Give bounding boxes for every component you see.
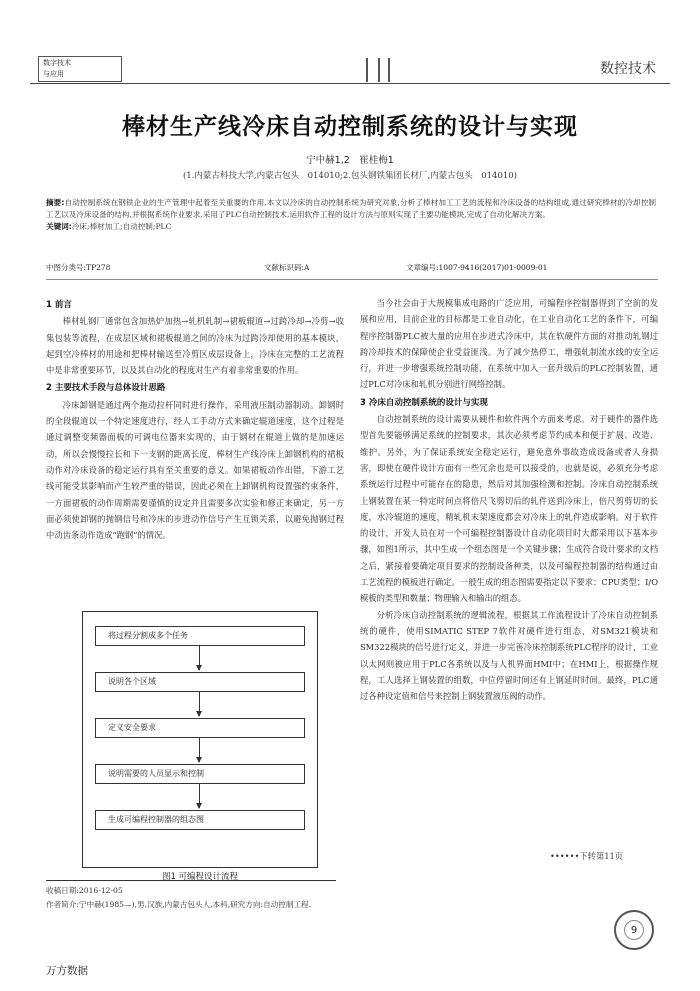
section-1-paragraph: 棒材轧钢厂通常包含加热炉加热→轧机轧制→裙板辊道→过跨冷却→冷剪→收集包装等流程，在成层区域和裙板辊道之间的冷床为过跨冷却使用的基本模块，起到空冷棒材的用途和把棒材输送至冷剪区成层设备上，冷床在完整的工艺流程中是非常重要环节，以及其自动化的程度对生产有着非常重要的作用。 <box>46 316 344 376</box>
logo-line-2: 与应用 <box>43 70 64 78</box>
flow-step-3: 定义安全要求 <box>95 718 305 738</box>
section-name: 数控技术 <box>600 61 656 77</box>
keywords-label: 关键词: <box>46 222 72 231</box>
article-number: 文章编号:1007-9416(2017)01-0009-01 <box>406 263 548 272</box>
divider <box>46 279 658 280</box>
section-2-heading: 2 主要技术手段与总体设计思路 <box>46 383 166 394</box>
logo-line-1: 数字技术 <box>43 59 71 67</box>
flowchart <box>82 611 318 868</box>
abstract-block <box>46 197 656 233</box>
article-title: 棒材生产线冷床自动控制系统的设计与实现 <box>122 113 578 140</box>
flow-step-4: 说明需要的人员显示和控制 <box>95 764 305 784</box>
page-header <box>30 52 670 84</box>
journal-logo <box>38 56 122 82</box>
clc-number: 中图分类号:TP278 <box>46 263 111 272</box>
section-3-paragraph-2: 分析冷床自动控制系统的逻辑流程，根据其工作流程设计了冷床自动控制系统的硬件，使用SIMATIC STEP 7软件对硬件进行组态，对SM321模块和SM322模块的信号进行定义，并进一步完善冷床控制系统PLC程序的设计，工业以太网则被应用于PLC各系统以及与人机界面HMI中；在HMI上，根据操作规程，工人选择上钢装置的组数，中位停留时间还有上钢延时时间。最终，PLC通过各种设定值和信号来控制上钢装置液压阀的动作。 <box>360 609 658 702</box>
page-number: 9 <box>624 920 644 940</box>
author-bio: 作者简介:宁中赫(1985—),男,汉族,内蒙古包头人,本科,研究方向:自动控制工程. <box>46 900 312 909</box>
flow-arrow <box>199 784 200 808</box>
flow-arrow <box>199 692 200 716</box>
right-intro-paragraph: 当今社会由于大规模集成电路的广泛应用，可编程序控制器得到了空前的发展和应用，目前企业的目标都是工业自动化，在工业自动化工艺的条件下，可编程序控制器PLC被大量的应用在步进式冷床中，其在软硬件方面的对推动轧钢过跨冷却技术的保障使企业受益匪浅。为了减少热停工，增强轧制流水线的安全运行，并进一步增强系统控制功能，在系统中加入一套升级后的PLC控制装置，通过PLC对冷床和轧机分别进行网络控制。 <box>360 298 658 390</box>
flow-arrow <box>199 738 200 762</box>
section-2-paragraph: 冷床卸钢是通过两个拖动拉杆同时进行操作，采用液压制动器制动。卸钢时的全段辊道以一个特定速度进行，经人工手动方式来确定辊道速度，这个过程是通过调整变频器面板的可调电位器来实现的，由于钢材在辊道上做的是加速运动，所以会慢慢拉长和下一支钢的距离长度，棒材生产线冷床上卸钢机构的裙板动作对冷床设备的稳定运行具有至关重要的意义。如果裙板动作出错，下游工艺线可能受其影响而产生较严重的错误，因此必须在上卸钢机构设置强约束条件，一方面裙板的动作周期需要谨慎的设定并且需要多次实验和修正来确定，另一方面必须使卸钢的抛钢信号和冷床的步进动作信号产生互锁关系，以避免抛钢过程中动齿条动作造成“跑钢”的情况。 <box>46 399 344 541</box>
section-3-heading: 3 冷床自动控制系统的设计与实现 <box>360 397 488 408</box>
abstract-label: 摘要: <box>46 198 65 207</box>
figure-caption: 图1 可编程设计流程 <box>161 872 239 882</box>
header-divider-bars <box>366 58 392 82</box>
flow-step-2: 说明各个区域 <box>95 672 305 692</box>
continued-note: ••••••下转第11页 <box>550 851 624 861</box>
watermark: 万方数据 <box>46 965 88 977</box>
right-column <box>360 295 658 704</box>
section-3-paragraph-1: 自动控制系统的设计需要从硬件和软件两个方面来考虑。对于硬件的器件选型首先要能够满足系统的控制要求，其次必须考虑节约成本和便于扩展、改造、维护。另外，为了保证系统安全稳定运行，避免意外事故造成设备或者人身损害，即使在硬件设计方面有一些冗余也是可以接受的，也就是说，必须充分考虑系统运行过程中可能存在的隐患，然后对其加强检测和控制。冷床自动控制系统上钢装置在某一特定时间点将倍尺飞剪切后的轧件送到冷床上，倍尺剪剪切的长度，水冷辊道的速度，精轧机末架速度都会对冷床上的轧件造成影响。对于软件的设计，开发人员在对一个可编程控制器设计自动化项目时大都采用以下基本步骤，如图1所示，其中生成一个组态图是一个关键步骤；生成符合设计要求的文档之后，紧接着要确定项目要求的控制设备种类，以及可编程控制器的结构通过由工艺流程的模板进行确定。一般生成的组态图需要指定以下要求：CPU类型；I/O模板的类型和数量；物理输入和输出的组态。 <box>360 414 658 604</box>
document-code: 文献标识码:A <box>264 263 310 272</box>
left-column <box>46 295 344 543</box>
flow-step-5: 生成可编程控制器的组态图 <box>95 810 305 830</box>
authors: 宁中赫1,2 崔桂梅1 <box>306 155 394 166</box>
received-date: 收稿日期:2016-12-05 <box>46 880 336 898</box>
flow-arrow <box>199 646 200 670</box>
affiliation: (1.内蒙古科技大学,内蒙古包头 014010;2.包头钢铁集团长材厂,内蒙古包头 014010) <box>182 171 518 181</box>
keywords-text: 冷床;棒材加工;自动控制;PLC <box>71 222 172 231</box>
abstract-text: 自动控制系统在钢铁企业的生产管理中起着至关重要的作用,本文以冷床的自动控制系统为研究对象,分析了棒材加工工艺的流程和冷床设备的结构组成,通过研究棒材的冷却控制工艺以及冷床设备的结构,并根据系统作业要求,采用了PLC自动控制技术,运用软件工程的设计方法与原则实现了主要功能模块,完成了自动化解决方案。 <box>46 198 657 219</box>
flow-step-1: 将过程分割成多个任务 <box>95 626 305 646</box>
page-number-badge <box>614 910 654 950</box>
section-1-heading: 1 前言 <box>46 300 72 310</box>
